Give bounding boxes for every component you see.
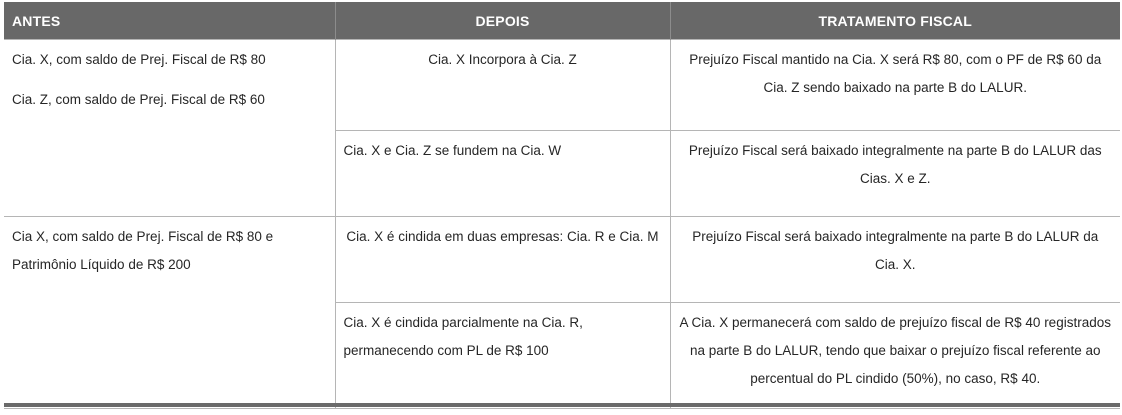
antes-text: Cia. X, com saldo de Prej. Fiscal de R$ 80 bbox=[12, 52, 266, 67]
tratamento-cell: Prejuízo Fiscal será baixado integralmente na parte B do LALUR das Cias. X e Z. bbox=[670, 131, 1120, 217]
depois-cell: Cia. X e Cia. Z se fundem na Cia. W bbox=[335, 131, 670, 217]
antes-text: Cia. Z, com saldo de Prej. Fiscal de R$ 60 bbox=[12, 92, 265, 107]
tratamento-cell: A Cia. X permanecerá com saldo de prejuízo fiscal de R$ 40 registrados na parte B do LALUR, tendo que baixar o prejuízo fiscal referente ao percentual do PL cindido (50%), no caso, R$ 40. bbox=[670, 303, 1120, 409]
tratamento-cell: Prejuízo Fiscal mantido na Cia. X será R$ 80, com o PF de R$ 60 da Cia. Z sendo baixado na parte B do LALUR. bbox=[670, 40, 1120, 131]
header-row bbox=[4, 2, 1120, 40]
table-row bbox=[4, 40, 1120, 131]
depois-cell: Cia. X Incorpora à Cia. Z bbox=[335, 40, 670, 131]
tax-treatment-table bbox=[4, 2, 1120, 409]
header-tratamento-fiscal: TRATAMENTO FISCAL bbox=[670, 2, 1120, 40]
depois-cell: Cia. X é cindida parcialmente na Cia. R, permanecendo com PL de R$ 100 bbox=[335, 303, 670, 409]
tratamento-cell: Prejuízo Fiscal será baixado integralmente na parte B do LALUR da Cia. X. bbox=[670, 217, 1120, 303]
antes-cell-group-2: Cia X, com saldo de Prej. Fiscal de R$ 80 e Patrimônio Líquido de R$ 200 bbox=[4, 217, 335, 409]
tax-treatment-table-container bbox=[4, 2, 1120, 409]
depois-cell: Cia. X é cindida em duas empresas: Cia. R e Cia. M bbox=[335, 217, 670, 303]
antes-cell-group-1 bbox=[4, 40, 335, 217]
header-depois: DEPOIS bbox=[335, 2, 670, 40]
table-row bbox=[4, 217, 1120, 303]
header-antes: ANTES bbox=[4, 2, 335, 40]
bottom-rule bbox=[4, 403, 1120, 407]
